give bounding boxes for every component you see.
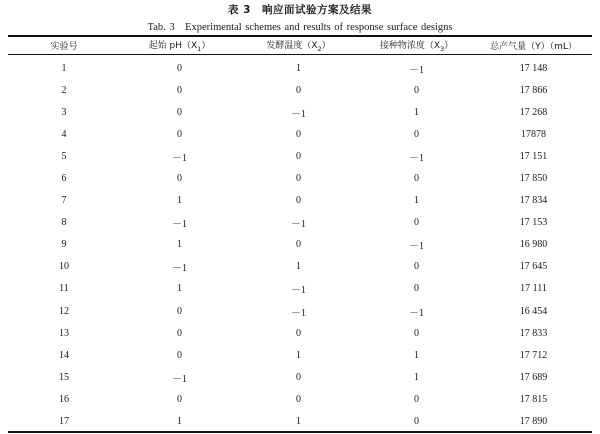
cell-total-gas-production: 17 689 <box>519 371 548 383</box>
table-row <box>8 234 592 256</box>
cell-experiment-number: 10 <box>59 261 69 273</box>
table-row <box>8 123 592 145</box>
header-initial-ph-label: 起始 pH（X <box>148 40 198 51</box>
cell-experiment-number: 12 <box>59 305 69 317</box>
cell-initial-ph: －1 <box>172 152 187 164</box>
cell-experiment-number: 6 <box>61 173 67 185</box>
cell-fermentation-temperature: 1 <box>296 416 301 428</box>
cell-initial-ph: －1 <box>172 373 187 385</box>
cell-total-gas-production: 17 890 <box>519 416 548 428</box>
cell-experiment-number: 15 <box>59 371 69 383</box>
table-row <box>8 190 592 212</box>
cell-inoculum-concentration: 0 <box>414 327 419 339</box>
cell-initial-ph: 0 <box>177 62 182 74</box>
cell-experiment-number: 16 <box>59 393 69 405</box>
table-row <box>8 57 592 79</box>
cell-experiment-number: 17 <box>59 416 69 428</box>
cell-inoculum-concentration: 1 <box>414 371 419 383</box>
cell-total-gas-production: 17 833 <box>519 327 548 339</box>
cell-fermentation-temperature: －1 <box>291 219 306 231</box>
cell-total-gas-production: 17 834 <box>519 195 548 207</box>
cell-fermentation-temperature: 0 <box>296 128 301 140</box>
header-initial-ph <box>120 38 239 53</box>
table-body <box>8 57 592 433</box>
cell-fermentation-temperature: 0 <box>296 327 301 339</box>
cell-inoculum-concentration: －1 <box>409 307 424 319</box>
cell-initial-ph: －1 <box>172 219 187 231</box>
cell-initial-ph: 0 <box>177 305 182 317</box>
cell-initial-ph: 1 <box>177 416 182 428</box>
cell-inoculum-concentration: 1 <box>414 195 419 207</box>
cell-experiment-number: 5 <box>61 150 67 162</box>
table-row <box>8 300 592 322</box>
cell-fermentation-temperature: －1 <box>291 285 306 297</box>
cell-inoculum-concentration: 0 <box>414 416 419 428</box>
header-experiment-number: 实验号 <box>50 41 78 52</box>
cell-inoculum-concentration: －1 <box>409 241 424 253</box>
cell-fermentation-temperature: 1 <box>296 349 301 361</box>
cell-experiment-number: 9 <box>61 239 67 251</box>
cell-initial-ph: 0 <box>177 84 182 96</box>
table-row <box>8 167 592 189</box>
header-fermentation-temperature-subscript: 2 <box>317 44 322 53</box>
cell-inoculum-concentration: 0 <box>414 283 419 295</box>
cell-fermentation-temperature: 1 <box>296 261 301 273</box>
cell-experiment-number: 7 <box>61 195 67 207</box>
cell-fermentation-temperature: －1 <box>291 307 306 319</box>
cell-inoculum-concentration: 1 <box>414 106 419 118</box>
cell-initial-ph: 0 <box>177 393 182 405</box>
table-row <box>8 322 592 344</box>
table-row <box>8 212 592 234</box>
header-rule <box>8 54 592 55</box>
cell-inoculum-concentration: 0 <box>414 128 419 140</box>
cell-inoculum-concentration: 0 <box>414 393 419 405</box>
cell-experiment-number: 3 <box>61 106 67 118</box>
table-row <box>8 388 592 410</box>
cell-experiment-number: 14 <box>59 349 69 361</box>
cell-initial-ph: 0 <box>177 173 182 185</box>
cell-inoculum-concentration: 0 <box>414 261 419 273</box>
table-row <box>8 278 592 300</box>
cell-fermentation-temperature: 0 <box>296 371 301 383</box>
cell-initial-ph: 0 <box>177 128 182 140</box>
cell-experiment-number: 1 <box>61 62 67 74</box>
cell-inoculum-concentration: 0 <box>414 84 419 96</box>
cell-initial-ph: 1 <box>177 239 182 251</box>
cell-total-gas-production: 17 712 <box>519 349 548 361</box>
cell-total-gas-production: 17 268 <box>519 106 548 118</box>
cell-initial-ph: 0 <box>177 349 182 361</box>
cell-fermentation-temperature: 0 <box>296 393 301 405</box>
header-inoculum-concentration-subscript: 3 <box>440 44 445 53</box>
cell-initial-ph: －1 <box>172 263 187 275</box>
cell-inoculum-concentration: －1 <box>409 64 424 76</box>
cell-fermentation-temperature: 0 <box>296 173 301 185</box>
cell-experiment-number: 13 <box>59 327 69 339</box>
cell-experiment-number: 8 <box>61 217 67 229</box>
cell-initial-ph: 1 <box>177 195 182 207</box>
header-fermentation-temperature <box>239 38 358 53</box>
cell-inoculum-concentration: 0 <box>414 173 419 185</box>
table-row <box>8 145 592 167</box>
cell-inoculum-concentration: －1 <box>409 152 424 164</box>
header-initial-ph-close: ） <box>201 40 211 51</box>
cell-total-gas-production: 17 153 <box>519 217 548 229</box>
cell-fermentation-temperature: 0 <box>296 150 301 162</box>
cell-total-gas-production: 17 151 <box>519 150 548 162</box>
header-initial-ph-subscript: 1 <box>197 44 202 53</box>
cell-total-gas-production: 16 454 <box>519 305 548 317</box>
header-fermentation-temperature-label: 发酵温度（X <box>266 40 318 51</box>
cell-total-gas-production: 17 866 <box>519 84 548 96</box>
table-row <box>8 79 592 101</box>
table-row <box>8 344 592 366</box>
header-inoculum-concentration <box>358 38 475 53</box>
bottom-rule <box>8 431 592 433</box>
table-caption-chinese: 表 3 响应面试验方案及结果 <box>228 4 372 16</box>
cell-total-gas-production: 17 850 <box>519 173 548 185</box>
header-total-gas-production: 总产气量（Y）（mL） <box>490 41 577 52</box>
header-inoculum-concentration-close: ） <box>444 40 454 51</box>
cell-fermentation-temperature: 0 <box>296 84 301 96</box>
header-inoculum-concentration-label: 接种物浓度（X <box>379 40 440 51</box>
cell-initial-ph: 1 <box>177 283 182 295</box>
cell-inoculum-concentration: 1 <box>414 349 419 361</box>
cell-total-gas-production: 17 148 <box>519 62 548 74</box>
table-row <box>8 101 592 123</box>
cell-initial-ph: 0 <box>177 106 182 118</box>
cell-fermentation-temperature: 0 <box>296 239 301 251</box>
cell-total-gas-production: 17 111 <box>520 283 547 295</box>
cell-total-gas-production: 17 815 <box>519 393 548 405</box>
cell-total-gas-production: 16 980 <box>519 239 548 251</box>
cell-fermentation-temperature: 0 <box>296 195 301 207</box>
table-header-row <box>8 36 592 54</box>
cell-experiment-number: 11 <box>59 283 69 295</box>
table-row <box>8 256 592 278</box>
cell-total-gas-production: 17 645 <box>519 261 548 273</box>
cell-inoculum-concentration: 0 <box>414 217 419 229</box>
cell-fermentation-temperature: －1 <box>291 108 306 120</box>
table-row <box>8 366 592 388</box>
cell-initial-ph: 0 <box>177 327 182 339</box>
cell-experiment-number: 2 <box>61 84 67 96</box>
cell-total-gas-production: 17878 <box>521 128 546 140</box>
header-fermentation-temperature-close: ） <box>321 40 331 51</box>
table-row <box>8 411 592 433</box>
cell-fermentation-temperature: 1 <box>296 62 301 74</box>
table-caption-english: Tab. 3 Experimental schemes and results of response surface designs <box>147 22 453 33</box>
cell-experiment-number: 4 <box>61 128 67 140</box>
